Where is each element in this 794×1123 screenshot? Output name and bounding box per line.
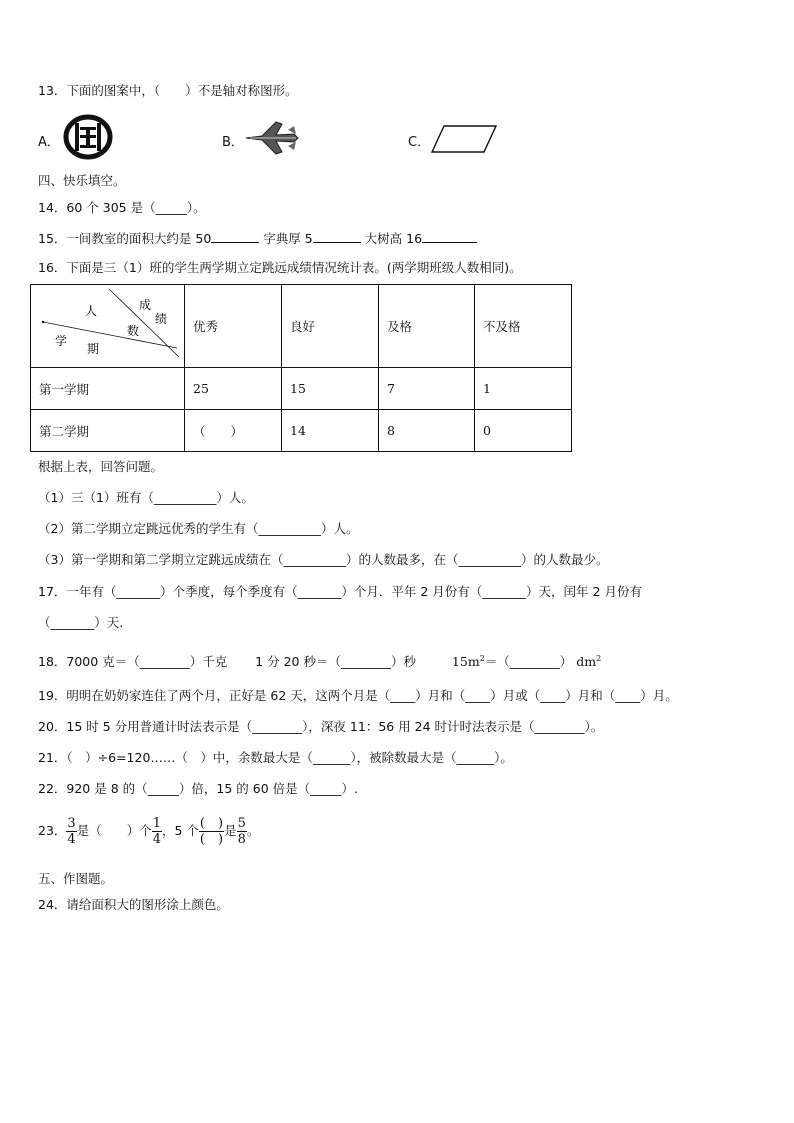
q17-line2: （_______）天. <box>38 615 124 630</box>
col-header-pass: 及格 <box>379 285 475 368</box>
q23-suffix: 。 <box>246 823 260 838</box>
table-row <box>31 410 572 452</box>
q18-part3b: ＝（________） <box>484 654 573 670</box>
q22-text: 22．920 是 8 的（_____）倍，15 的 60 倍是（_____）. <box>38 781 358 796</box>
table-cell-answer-blank[interactable]: （ ） <box>185 410 282 452</box>
table-cell: 8 <box>379 410 475 452</box>
q13-text: 13．下面的图案中，（ ）不是轴对称图形。 <box>38 83 298 98</box>
q20-text: 20．15 时 5 分用普通计时法表示是（________），深夜 11：56 用 24 时计时法表示是（________）。 <box>38 719 604 734</box>
q14-text: 14．60 个 305 是（_____）。 <box>38 200 206 215</box>
q18-sup-1: 2 <box>479 654 485 663</box>
table-row <box>31 368 572 410</box>
q15-prefix: 15．一间教室的面积大约是 50 <box>38 231 212 246</box>
diag-text-2: 绩 <box>155 312 168 326</box>
q23-mid3: 是 <box>224 823 237 838</box>
q15-blank-3[interactable] <box>422 229 477 243</box>
q15-mid2: 大树高 16 <box>360 231 423 246</box>
q24-text: 24．请给面积大的图形涂上颜色。 <box>38 897 229 912</box>
table-cell: 0 <box>475 410 572 452</box>
table-cell: 15 <box>282 368 379 410</box>
fraction-3-4: $\frac{3}{4}$ <box>67 816 76 847</box>
q23-mid2: ，5 个 <box>161 823 199 838</box>
q16-sub1: （1）三（1）班有（__________）人。 <box>38 490 254 505</box>
diag-text-4: 数 <box>127 324 140 338</box>
table-cell: 1 <box>475 368 572 410</box>
q21-text: 21．（ ）÷6=120……（ ）中，余数最大是（______），被除数最大是（______）。 <box>38 750 513 765</box>
q23-text <box>38 814 259 848</box>
col-header-excellent: 优秀 <box>185 285 282 368</box>
diagonal-header-cell <box>31 285 185 368</box>
q15-text <box>38 229 477 248</box>
table-cell: 25 <box>185 368 282 410</box>
q16-sub3: （3）第一学期和第二学期立定跳远成绩在（__________）的人数最多，在（__________）的人数最少。 <box>38 552 609 567</box>
q15-blank-1[interactable] <box>211 229 259 243</box>
option-a-label: A． <box>38 135 60 150</box>
q15-blank-2[interactable] <box>313 229 361 243</box>
bank-logo-icon <box>62 113 114 161</box>
table-cell: 14 <box>282 410 379 452</box>
q23-mid1: 是（ ）个 <box>76 823 152 838</box>
q18-text <box>38 650 601 671</box>
q16-sub2: （2）第二学期立定跳远优秀的学生有（__________）人。 <box>38 521 359 536</box>
diag-text-5: 学 <box>55 334 68 348</box>
q18-sup-2: 2 <box>596 654 602 663</box>
diagonal-lines <box>31 285 184 367</box>
section-4-heading: 四、快乐填空。 <box>38 173 126 188</box>
fraction-5-8: $\frac{5}{8}$ <box>237 816 246 847</box>
option-c-label: C． <box>408 135 431 150</box>
q16-after-table: 根据上表，回答问题。 <box>38 459 164 474</box>
q17-line1: 17．一年有（_______）个季度，每个季度有（_______）个月．平年 2 月份有（_______）天，闰年 2 月份有 <box>38 584 642 599</box>
q18-part3c: dm <box>576 654 597 670</box>
fraction-1-4: $\frac{1}{4}$ <box>152 816 161 847</box>
q18-part1: 18．7000 克＝（________）千克 <box>38 654 228 670</box>
diag-text-1: 成 <box>139 298 152 312</box>
diag-text-6: 期 <box>87 342 100 356</box>
q23-prefix: 23． <box>38 823 67 838</box>
row-term: 第一学期 <box>31 368 185 410</box>
section-5-heading: 五、作图题。 <box>38 871 114 886</box>
table-cell: 7 <box>379 368 475 410</box>
fraction-blank[interactable]: $\frac{( )}{( )}$ <box>199 816 224 847</box>
table-header-row <box>31 285 572 368</box>
q19-text: 19．明明在奶奶家连住了两个月，正好是 62 天，这两个月是（____）月和（____）月或（____）月和（____）月。 <box>38 688 678 703</box>
diag-text-3: 人 <box>85 304 98 318</box>
stats-table <box>30 284 572 452</box>
col-header-fail: 不及格 <box>475 285 572 368</box>
parallelogram-icon <box>430 124 500 154</box>
airplane-icon <box>244 118 300 158</box>
q18-part2: 1 分 20 秒＝（________）秒 <box>255 654 416 670</box>
col-header-good: 良好 <box>282 285 379 368</box>
row-term: 第二学期 <box>31 410 185 452</box>
q16-intro: 16．下面是三（1）班的学生两学期立定跳远成绩情况统计表。(两学期班级人数相同)。 <box>38 260 522 275</box>
q15-mid1: 字典厚 5 <box>259 231 313 246</box>
q18-part3a: 15m <box>451 654 480 670</box>
option-b-label: B． <box>222 135 244 150</box>
